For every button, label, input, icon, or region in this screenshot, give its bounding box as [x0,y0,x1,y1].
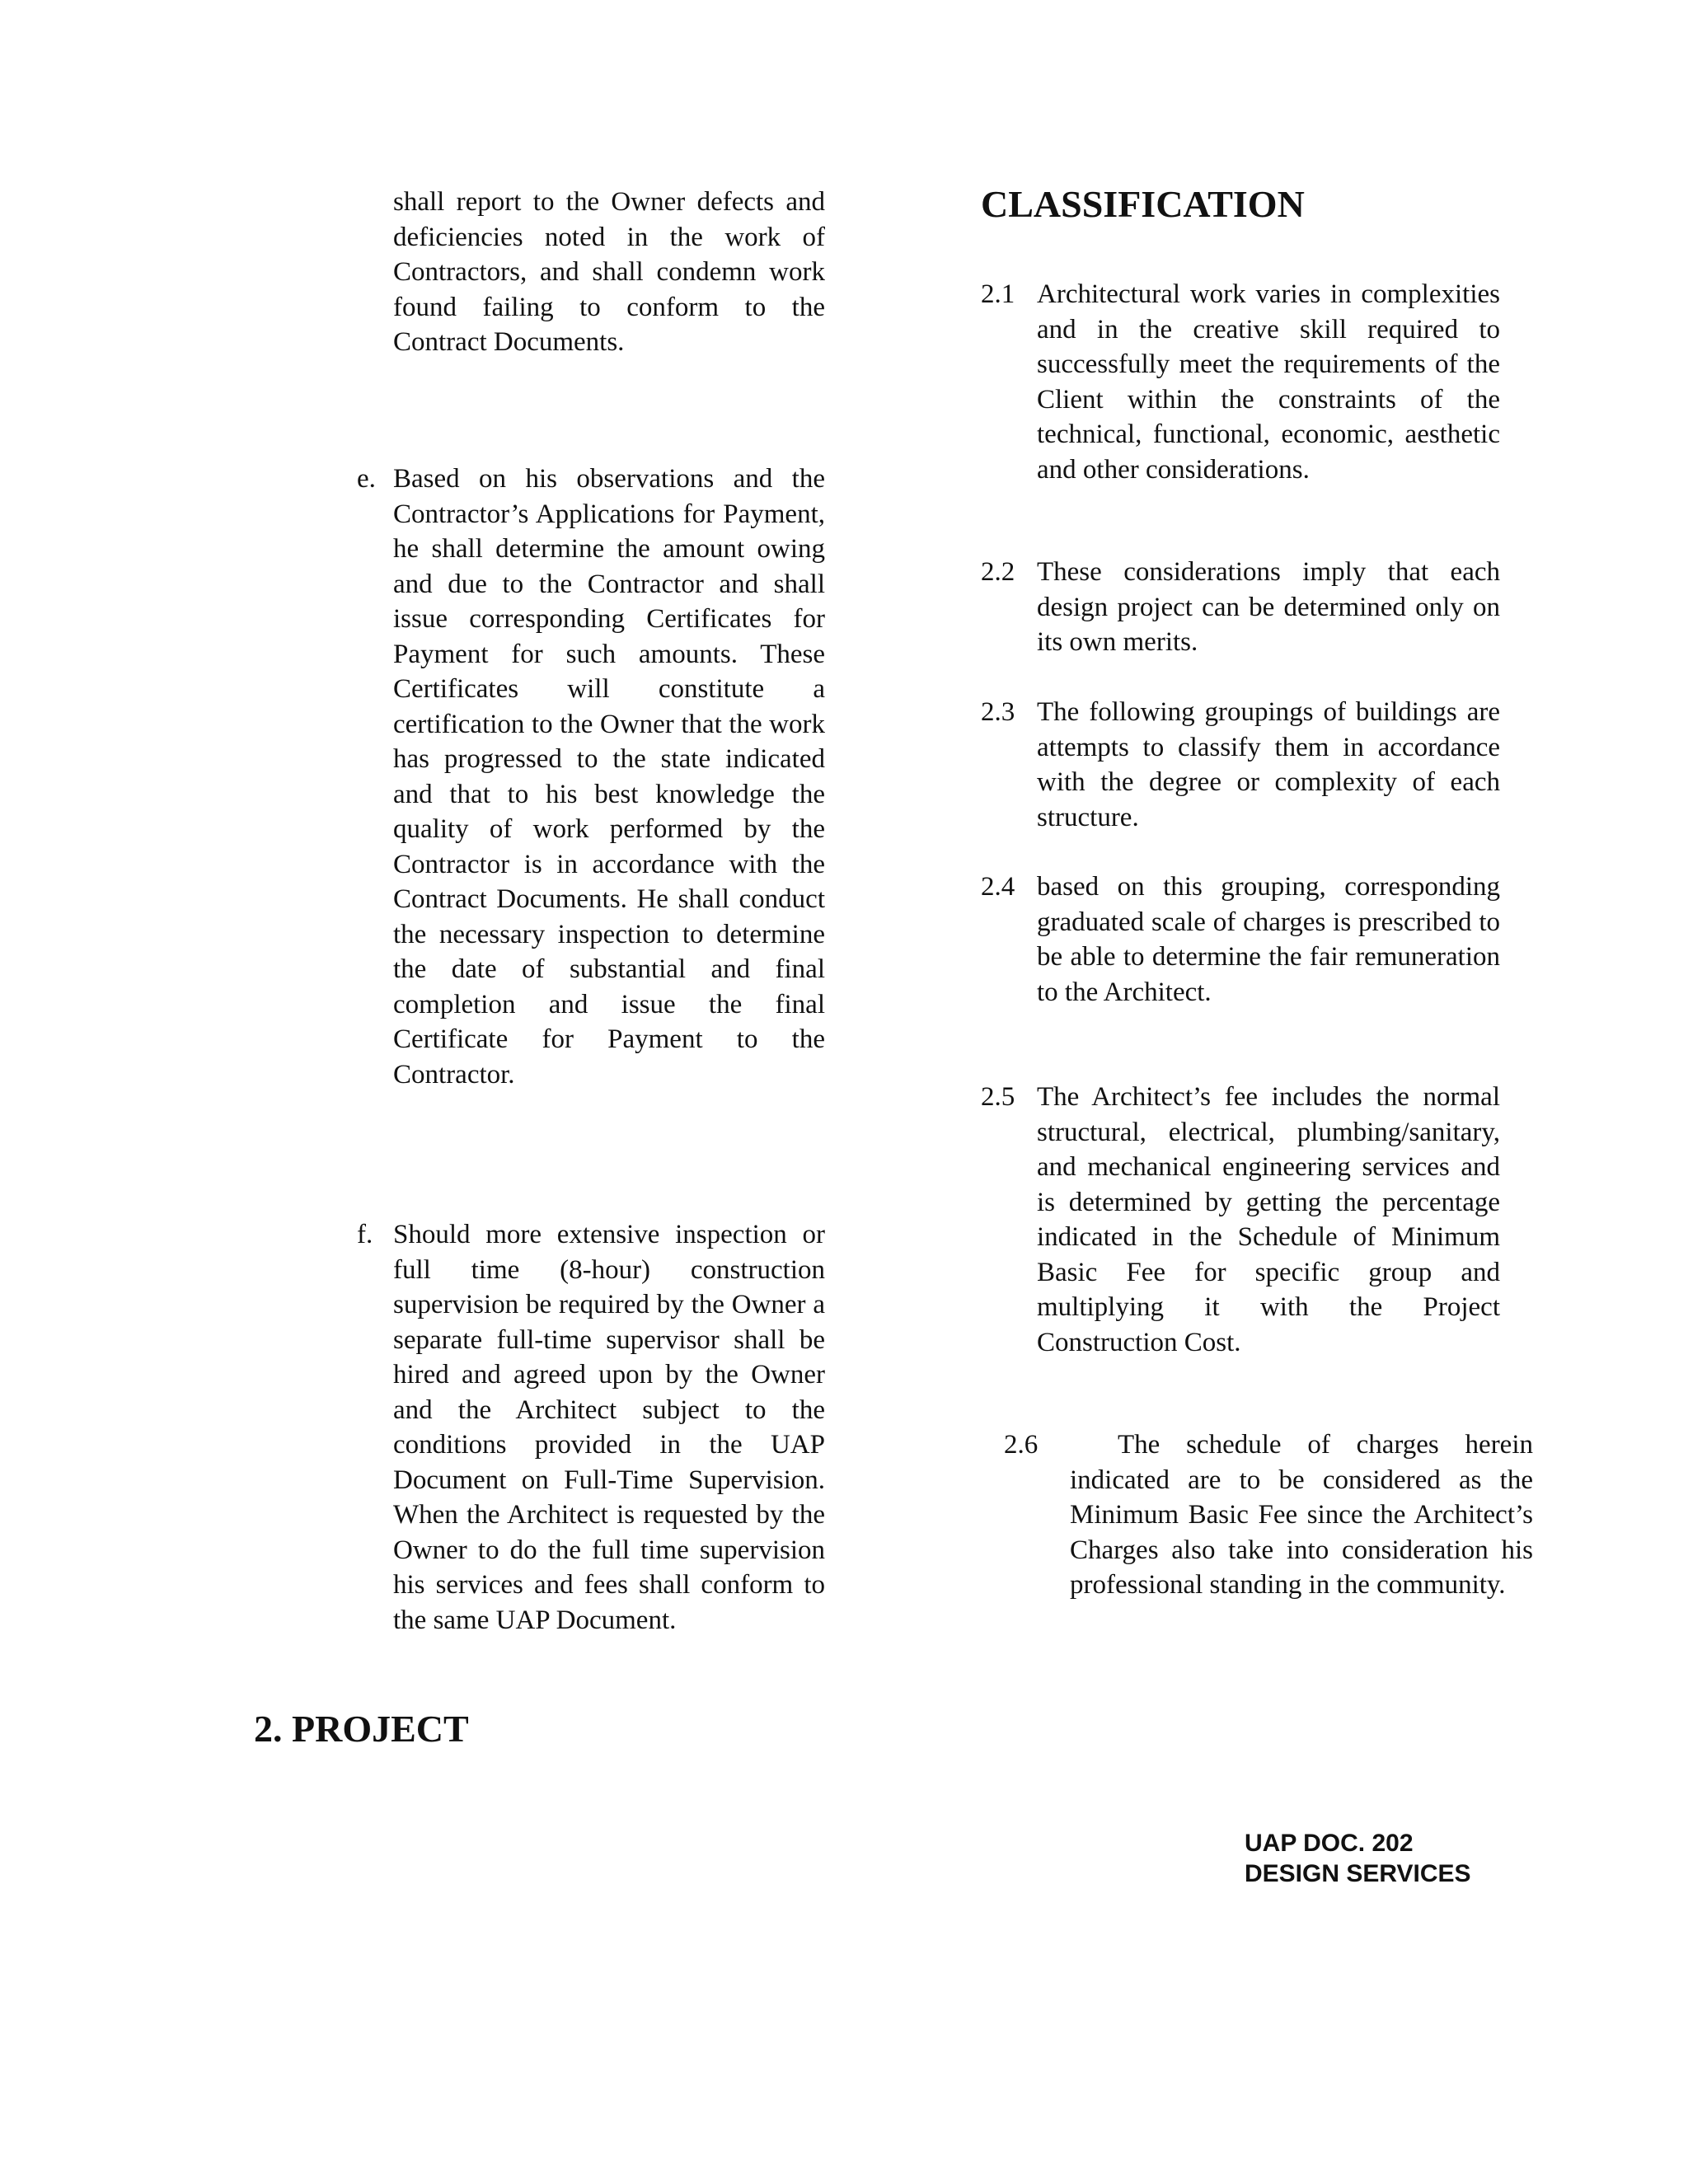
item-d-continuation: shall report to the Owner defects and deficiencies noted in the work of Contractors, and shall condemn work found failing to conform to the Contract Documents. [393,187,825,357]
item-2-4-number: 2.4 [981,872,1015,902]
item-f-text: Should more extensive inspection or full time (8-hour) construction supervision be required by the Owner a separate full-time supervisor shall be hired and agreed upon by the Owner and the Architect subject to the conditions provided in the UAP Document on Full-Time Supervision. When the Architect is requested by the Owner to do the full time supervision his services and fees shall conform to the same UAP Document. [393,1220,825,1635]
item-e-text: Based on his observations and the Contractor’s Applications for Payment, he shall determine the amount owing and due to the Contractor and shall issue corresponding Certificates for Payment for such amounts. These Certificates will constitute a certification to the Owner that the work has progressed to the state indicated and that to his best knowledge the quality of work performed by the Contractor is in accordance with the Contract Documents. He shall conduct the necessary inspection to determine the date of substantial and final completion and issue the final Certificate for Payment to the Contractor. [393,464,825,1090]
item-2-6-number: 2.6 [1004,1430,1039,1460]
footer-doc-number: UAP DOC. 202 [1245,1830,1414,1857]
item-e-marker: e. [357,464,376,494]
item-2-2-text: These considerations imply that each design project can be determined only on its own merits. [1037,557,1500,657]
section-heading-project: 2. PROJECT [254,1708,469,1750]
item-2-1-text: Architectural work varies in complexities and in the creative skill required to successfully meet the requirements of the Client within the constraints of the technical, functional, economic, aesthetic and other considerations. [1037,279,1500,485]
item-f-marker: f. [357,1220,373,1249]
item-2-4-text: based on this grouping, corresponding graduated scale of charges is prescribed to be able to determine the fair remuneration to the Architect. [1037,872,1500,1007]
item-2-6-text [1004,1427,1533,1603]
item-2-1-number: 2.1 [981,279,1015,309]
item-2-5-number: 2.5 [981,1082,1015,1112]
item-2-5-text: The Architect’s fee includes the normal structural, electrical, plumbing/sanitary, and mechanical engineering services and is determined by getting the percentage indicated in the Schedule of Minimum Basic Fee for specific group and multiplying it with the Project Construction Cost. [1037,1082,1500,1357]
document-footer [1245,1828,1471,1889]
footer-doc-title: DESIGN SERVICES [1245,1860,1471,1887]
item-2-2-number: 2.2 [981,557,1015,587]
section-heading-classification: CLASSIFICATION [981,183,1305,225]
item-2-3-number: 2.3 [981,697,1015,727]
item-2-6-body: The schedule of charges herein indicated are to be considered as the Minimum Basic Fee since the Architect’s Charges also take into consideration his professional standing in the community. [1070,1430,1533,1600]
item-2-3-text: The following groupings of buildings are attempts to classify them in accordance with the degree or complexity of each structure. [1037,697,1500,832]
